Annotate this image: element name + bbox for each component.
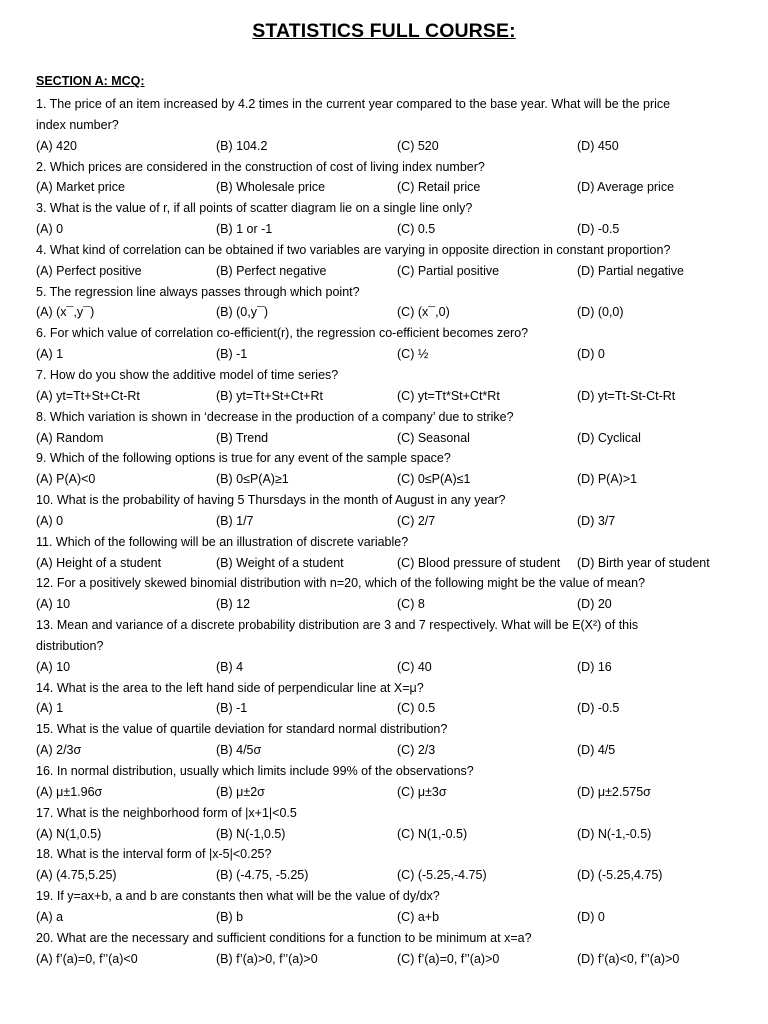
question-item bbox=[36, 678, 736, 720]
option-c: (C) 2/7 bbox=[397, 513, 436, 528]
options-row bbox=[36, 428, 736, 449]
options-row bbox=[36, 657, 736, 678]
question-text: distribution? bbox=[36, 638, 104, 653]
question-text: 18. What is the interval form of |x-5|<0.25? bbox=[36, 847, 272, 862]
option-b: (B) (0,y¯) bbox=[216, 305, 269, 320]
question-item bbox=[36, 573, 736, 615]
option-b: (B) (-4.75, -5.25) bbox=[216, 868, 309, 883]
question-item bbox=[36, 240, 736, 282]
option-d: (D) 20 bbox=[577, 597, 612, 612]
question-item bbox=[36, 448, 736, 490]
option-b: (B) N(-1,0.5) bbox=[216, 826, 286, 841]
option-d: (D) 0 bbox=[577, 347, 605, 362]
option-b: (B) -1 bbox=[216, 701, 248, 716]
page-title: STATISTICS FULL COURSE: bbox=[252, 20, 516, 42]
option-c: (C) Retail price bbox=[397, 180, 481, 195]
option-d: (D) Average price bbox=[577, 180, 675, 195]
option-b: (B) yt=Tt+St+Ct+Rt bbox=[216, 388, 323, 403]
option-c: (C) Partial positive bbox=[397, 263, 500, 278]
option-c: (C) (x¯,0) bbox=[397, 305, 450, 320]
option-d: (D) f’(a)<0, f’’(a)>0 bbox=[577, 951, 680, 966]
option-c: (C) 40 bbox=[397, 659, 432, 674]
option-a: (A) 0 bbox=[36, 222, 64, 237]
question-item bbox=[36, 803, 736, 845]
option-b: (B) 0≤P(A)≥1 bbox=[216, 472, 289, 487]
question-text: 5. The regression line always passes through which point? bbox=[36, 284, 360, 299]
option-b: (B) 4/5σ bbox=[216, 743, 262, 758]
option-c: (C) Seasonal bbox=[397, 430, 470, 445]
question-item bbox=[36, 157, 736, 199]
option-d: (D) 4/5 bbox=[577, 743, 616, 758]
option-a: (A) (x¯,y¯) bbox=[36, 305, 95, 320]
options-row bbox=[36, 698, 736, 719]
option-a: (A) 0 bbox=[36, 513, 64, 528]
question-text: 20. What are the necessary and sufficient conditions for a function to be minimum at x=a? bbox=[36, 930, 532, 945]
question-text: 12. For a positively skewed binomial distribution with n=20, which of the following might be the value of mean? bbox=[36, 576, 646, 591]
question-item bbox=[36, 615, 736, 678]
option-b: (B) 104.2 bbox=[216, 138, 268, 153]
options-row bbox=[36, 261, 736, 282]
option-d: (D) Birth year of student bbox=[577, 555, 710, 570]
question-item bbox=[36, 719, 736, 761]
question-text: 6. For which value of correlation co-efficient(r), the regression co-efficient becomes zero? bbox=[36, 326, 529, 341]
option-a: (A) μ±1.96σ bbox=[36, 784, 103, 799]
option-a: (A) P(A)<0 bbox=[36, 472, 96, 487]
option-c: (C) yt=Tt*St+Ct*Rt bbox=[397, 388, 500, 403]
option-a: (A) yt=Tt+St+Ct-Rt bbox=[36, 388, 140, 403]
option-d: (D) μ±2.575σ bbox=[577, 784, 651, 799]
option-c: (C) 520 bbox=[397, 138, 439, 153]
question-text: 4. What kind of correlation can be obtained if two variables are varying in opposite direction in constant proportion? bbox=[36, 242, 671, 257]
options-row bbox=[36, 386, 736, 407]
option-d: (D) 450 bbox=[577, 138, 619, 153]
question-item bbox=[36, 928, 736, 970]
question-item bbox=[36, 761, 736, 803]
option-b: (B) μ±2σ bbox=[216, 784, 265, 799]
option-a: (A) 10 bbox=[36, 597, 71, 612]
option-d: (D) (0,0) bbox=[577, 305, 624, 320]
option-c: (C) 8 bbox=[397, 597, 425, 612]
option-d: (D) 16 bbox=[577, 659, 612, 674]
question-text: 14. What is the area to the left hand side of perpendicular line at X=μ? bbox=[36, 680, 424, 695]
option-a: (A) 2/3σ bbox=[36, 743, 82, 758]
option-c: (C) 0≤P(A)≤1 bbox=[397, 472, 471, 487]
options-row bbox=[36, 907, 736, 928]
option-d: (D) 0 bbox=[577, 909, 605, 924]
question-text: 7. How do you show the additive model of time series? bbox=[36, 367, 339, 382]
question-text: 15. What is the value of quartile deviation for standard normal distribution? bbox=[36, 722, 448, 737]
option-a: (A) 1 bbox=[36, 347, 64, 362]
question-text: 8. Which variation is shown in ‘decrease in the production of a company’ due to strike? bbox=[36, 409, 514, 424]
section-heading: SECTION A: MCQ: bbox=[36, 74, 145, 88]
option-b: (B) Trend bbox=[216, 430, 269, 445]
option-a: (A) (4.75,5.25) bbox=[36, 868, 117, 883]
options-row bbox=[36, 865, 736, 886]
option-a: (A) Random bbox=[36, 430, 104, 445]
option-d: (D) -0.5 bbox=[577, 222, 620, 237]
option-b: (B) f’(a)>0, f’’(a)>0 bbox=[216, 951, 318, 966]
question-text: 13. Mean and variance of a discrete probability distribution are 3 and 7 respectively. What will be E(X²) of this bbox=[36, 618, 639, 633]
question-item bbox=[36, 886, 736, 928]
question-item bbox=[36, 323, 736, 365]
option-b: (B) Wholesale price bbox=[216, 180, 326, 195]
question-item bbox=[36, 282, 736, 324]
option-a: (A) 420 bbox=[36, 138, 77, 153]
option-b: (B) 1 or -1 bbox=[216, 222, 273, 237]
question-item bbox=[36, 490, 736, 532]
option-d: (D) yt=Tt-St-Ct-Rt bbox=[577, 388, 676, 403]
question-text: 2. Which prices are considered in the construction of cost of living index number? bbox=[36, 159, 485, 174]
option-d: (D) Cyclical bbox=[577, 430, 641, 445]
option-c: (C) μ±3σ bbox=[397, 784, 447, 799]
option-a: (A) 10 bbox=[36, 659, 71, 674]
question-text: 17. What is the neighborhood form of |x+1|<0.5 bbox=[36, 805, 297, 820]
question-item bbox=[36, 365, 736, 407]
option-b: (B) -1 bbox=[216, 347, 248, 362]
question-item bbox=[36, 844, 736, 886]
options-row bbox=[36, 136, 736, 157]
question-text: 3. What is the value of r, if all points of scatter diagram lie on a single line only? bbox=[36, 201, 473, 216]
options-row bbox=[36, 594, 736, 615]
option-c: (C) ½ bbox=[397, 347, 429, 362]
options-row bbox=[36, 949, 736, 970]
option-b: (B) Perfect negative bbox=[216, 263, 327, 278]
options-row bbox=[36, 553, 736, 574]
option-a: (A) 1 bbox=[36, 701, 64, 716]
option-c: (C) Blood pressure of student bbox=[397, 555, 561, 570]
option-c: (C) 0.5 bbox=[397, 222, 436, 237]
question-text: 16. In normal distribution, usually which limits include 99% of the observations? bbox=[36, 764, 474, 778]
options-row bbox=[36, 782, 736, 803]
option-d: (D) -0.5 bbox=[577, 701, 620, 716]
question-item bbox=[36, 407, 736, 449]
option-a: (A) Market price bbox=[36, 180, 125, 195]
question-item bbox=[36, 94, 736, 157]
option-c: (C) f’(a)=0, f’’(a)>0 bbox=[397, 951, 500, 966]
option-c: (C) (-5.25,-4.75) bbox=[397, 868, 487, 883]
question-text: 1. The price of an item increased by 4.2 times in the current year compared to the base year. What will be the price bbox=[36, 97, 671, 111]
option-d: (D) P(A)>1 bbox=[577, 472, 638, 487]
question-text: 9. Which of the following options is true for any event of the sample space? bbox=[36, 451, 451, 466]
option-b: (B) 12 bbox=[216, 597, 251, 612]
question-item bbox=[36, 532, 736, 574]
option-c: (C) a+b bbox=[397, 909, 440, 924]
option-c: (C) 2/3 bbox=[397, 743, 436, 758]
options-row bbox=[36, 469, 736, 490]
options-row bbox=[36, 824, 736, 845]
option-c: (C) 0.5 bbox=[397, 701, 436, 716]
option-d: (D) Partial negative bbox=[577, 263, 684, 278]
option-c: (C) N(1,-0.5) bbox=[397, 826, 468, 841]
options-row bbox=[36, 740, 736, 761]
option-b: (B) b bbox=[216, 909, 244, 924]
options-row bbox=[36, 511, 736, 532]
option-d: (D) 3/7 bbox=[577, 513, 616, 528]
options-row bbox=[36, 302, 736, 323]
option-b: (B) Weight of a student bbox=[216, 555, 344, 570]
options-row bbox=[36, 344, 736, 365]
option-b: (B) 1/7 bbox=[216, 513, 254, 528]
option-a: (A) Perfect positive bbox=[36, 263, 142, 278]
option-a: (A) a bbox=[36, 909, 64, 924]
option-d: (D) (-5.25,4.75) bbox=[577, 868, 663, 883]
question-text: 11. Which of the following will be an illustration of discrete variable? bbox=[36, 534, 409, 549]
question-list bbox=[36, 94, 736, 969]
option-d: (D) N(-1,-0.5) bbox=[577, 826, 652, 841]
question-text: 19. If y=ax+b, a and b are constants then what will be the value of dy/dx? bbox=[36, 889, 440, 904]
question-text: index number? bbox=[36, 117, 119, 132]
question-item bbox=[36, 198, 736, 240]
options-row bbox=[36, 177, 736, 198]
options-row bbox=[36, 219, 736, 240]
option-b: (B) 4 bbox=[216, 659, 244, 674]
option-a: (A) N(1,0.5) bbox=[36, 826, 102, 841]
option-a: (A) f’(a)=0, f’’(a)<0 bbox=[36, 951, 138, 966]
option-a: (A) Height of a student bbox=[36, 555, 162, 570]
question-text: 10. What is the probability of having 5 Thursdays in the month of August in any year? bbox=[36, 493, 506, 508]
